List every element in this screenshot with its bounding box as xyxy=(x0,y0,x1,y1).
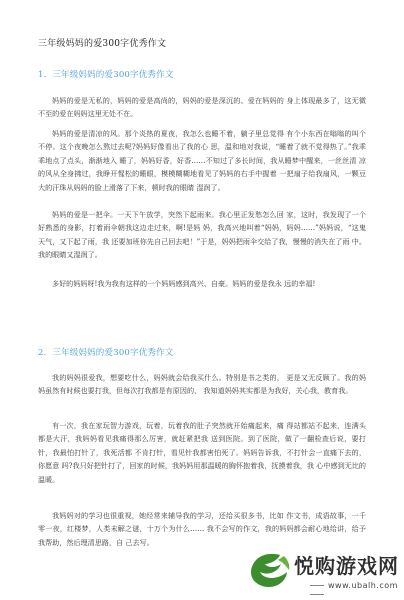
section-1-paragraph-1: 妈妈的爱是无私的，妈妈的爱是高尚的，妈妈的爱是深沉的、爱在妈妈的 身上体现最多了，这无微不至的爱在妈妈这里无处不在。 xyxy=(38,96,366,119)
site-watermark xyxy=(248,548,398,598)
document-title: 三年级妈妈的爱300字优秀作文 xyxy=(38,39,167,49)
watermark-title: 悦购游戏网 xyxy=(294,554,399,578)
section-2-paragraph-3: 我妈妈对的学习也很重视，她经常来辅导我的学习，还给买很多书，比如 作文书，成语故事，一千零一夜，红楼梦，人类未解之谜，十万个为什么…… 我不会写的作文，我的妈妈都会耐心地给讲，给予我帮助，然后理清思路，自 己去写。 xyxy=(38,511,366,547)
section-1-paragraph-2: 妈妈的爱是清凉的风。那个炎热的夏夜，我怎么也睡不着，躺子里总觉得 有个小东西在嗡嗡的叫个不停。这个夜晚怎么熬过去呢?妈妈好像看出了我的心 思，温和地对我说，“睡着了就不觉得热了。”我乖乖地点了点头，渐渐地入 睡了，妈妈好香，好香……不知过了多长时间，我从睡梦中醒来，一丝丝清 凉的风从全身拂过，我睁开惺松的睡眼，模模糊糊地看见了妈妈的右手中握着 一把扇子给我扇风，一颗豆大的汗珠从妈妈的脸上滑落了下来，顿时我的眼睛 湿润了。 xyxy=(38,129,366,192)
section-heading-1: 1．三年级妈妈的爱300字优秀作文 xyxy=(38,70,174,80)
section-2-paragraph-2: 有一次，我在家玩智力游戏，玩着，玩着我的肚子突然就开始痛起来，痛 得站都站不起来，连满头都是大汗，我妈妈看见我痛得那么厉害，就赶紧把我 送到医院。到了医院，做了一翻检查后说，要打针，我最怕打针了，我死活都 不肯打针，看见针我都害怕死了。妈妈告诉我，不打针会一直痛下去的，你愿意 吗?我只好把针打了，回家的时候，我妈妈用那温暖的胸怀抱着我，抚摸着我，我 心中感到无比的温暖。 xyxy=(38,421,366,484)
leaf-logo-icon xyxy=(248,550,294,590)
section-heading-2: 2．三年级妈妈的爱300字优秀作文 xyxy=(38,348,174,358)
watermark-url[interactable]: www.ubalh.com xyxy=(306,581,398,599)
section-1-paragraph-3: 妈妈的爱是一把伞。一天下午放学，突然下起雨来。我心里正发愁怎么回 家，这时，我发现了一个好熟悉的身影，打着雨伞朝我这边走过来，啊!是妈 妈，我高兴地叫着“妈妈，妈妈……”妈妈说，“这鬼天气，又下起了雨，我 还要加班你先自己回去吧！”于是，妈妈把雨伞交给了我，慢慢的消失在了雨 中。我的眼睛又湿润了。 xyxy=(38,210,366,260)
section-2-paragraph-1: 我的妈妈很爱我，想要吃什么，妈妈就会给我买什么。特别是书之类的， 更是又无反顾了。我的妈妈虽然有时候也要打我，但每次打我都是有原因的， 我知道妈妈其实都是为我好，关心我，教育我。 xyxy=(38,373,366,396)
section-1-paragraph-4: 多好的妈妈呀!我为我有这样的一个妈妈感到高兴、自豪。妈妈的爱是我永 远的幸福! xyxy=(52,279,316,288)
